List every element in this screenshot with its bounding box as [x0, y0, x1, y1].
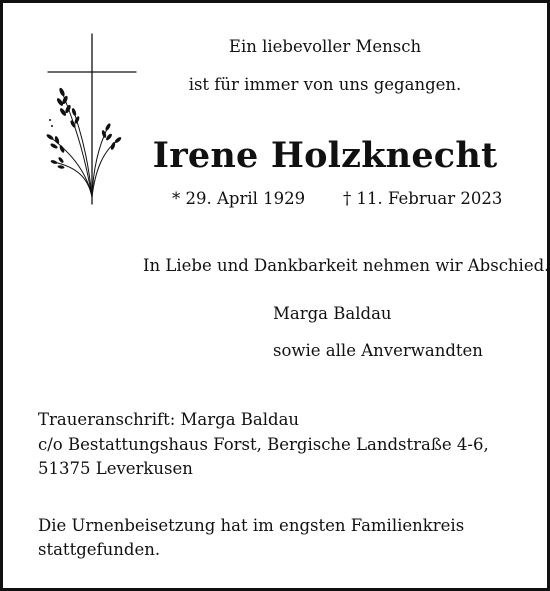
birth-date: * 29. April 1929 — [172, 189, 306, 208]
address-line-1: Traueranschrift: Marga Baldau — [38, 410, 300, 429]
cross-with-wheat-icon — [40, 32, 140, 207]
farewell-line: In Liebe und Dankbarkeit nehmen wir Abschied. — [143, 256, 550, 275]
note-line-1: Die Urnenbeisetzung hat im engsten Familienkreis — [38, 516, 465, 535]
intro-line-1: Ein liebevoller Mensch — [228, 37, 422, 56]
mourners-others: sowie alle Anverwandten — [273, 341, 483, 360]
address-line-2: c/o Bestattungshaus Forst, Bergische Landstraße 4-6, — [38, 435, 489, 454]
mourner-name: Marga Baldau — [273, 304, 392, 323]
deceased-name: Irene Holzknecht — [152, 135, 498, 176]
death-date: † 11. Februar 2023 — [343, 189, 503, 208]
note-line-2: stattgefunden. — [38, 540, 161, 559]
intro-line-2: ist für immer von uns gegangen. — [188, 75, 462, 94]
address-line-3: 51375 Leverkusen — [38, 459, 193, 478]
